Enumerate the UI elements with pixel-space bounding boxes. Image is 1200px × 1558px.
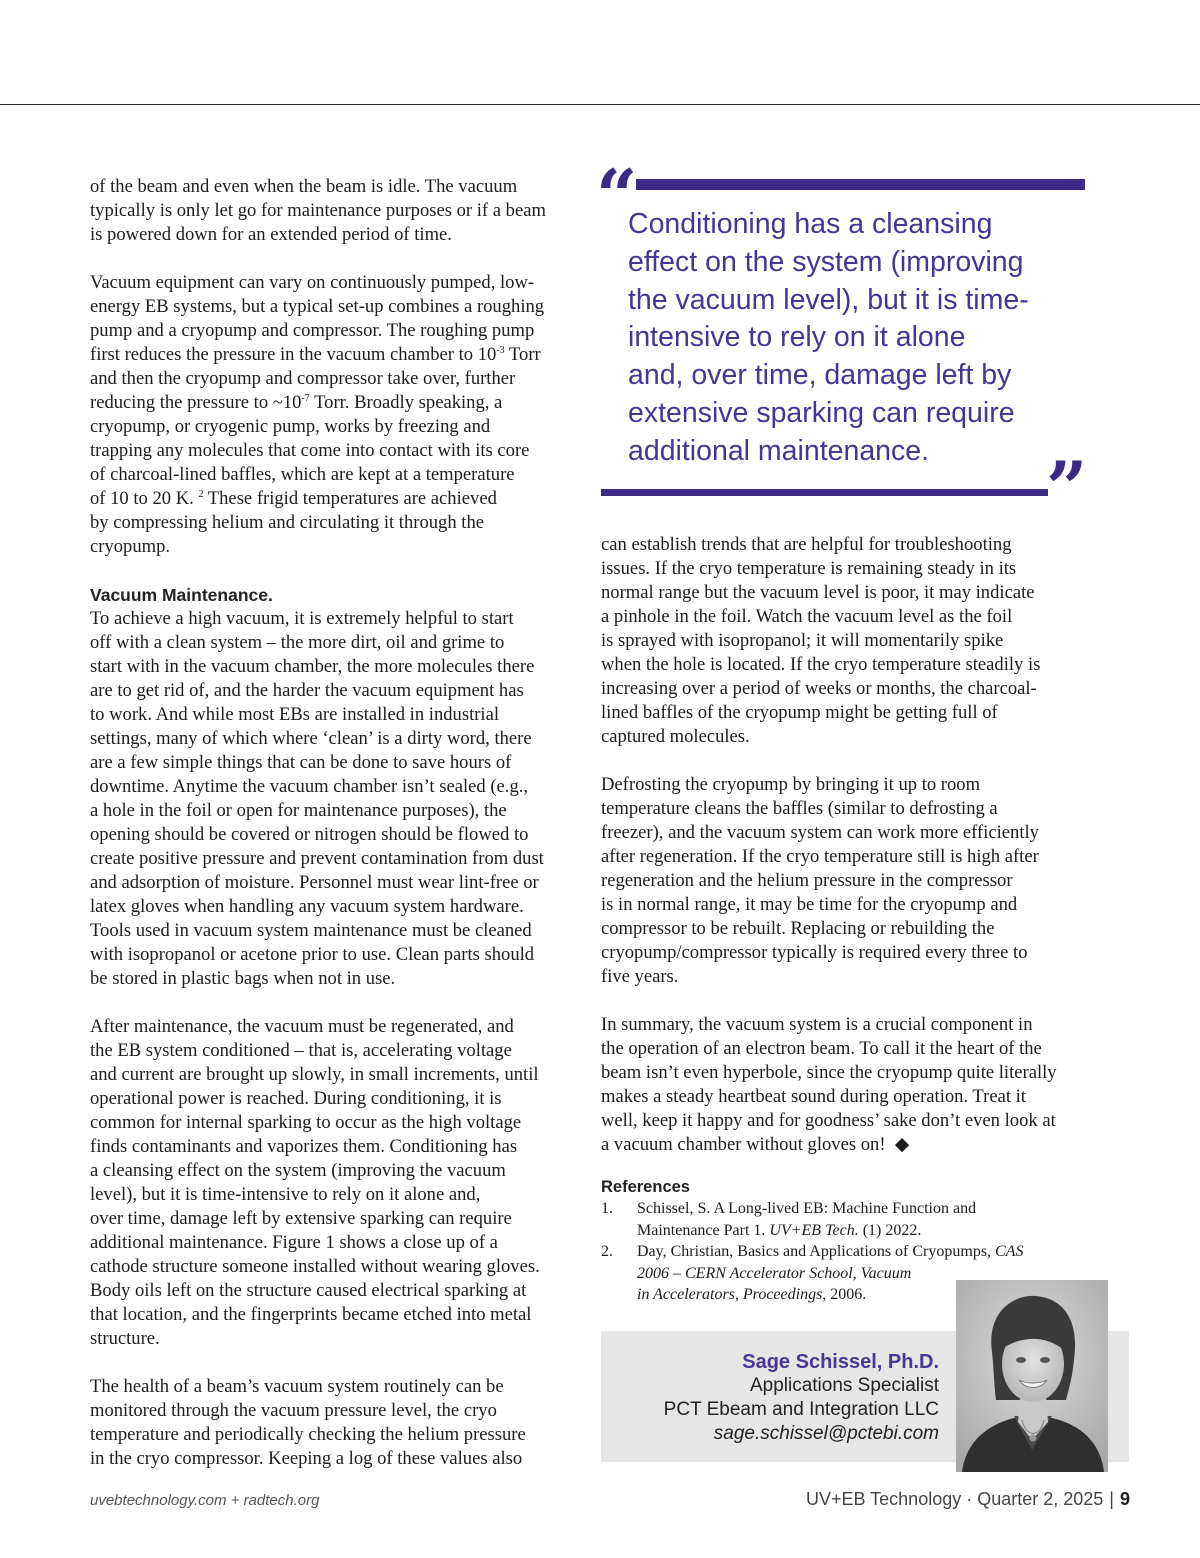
text-line: a pinhole in the foil. Watch the vacuum level as the foil — [601, 606, 1013, 627]
pull-quote-line: and, over time, damage left by — [628, 359, 1012, 392]
text-line: beam isn’t even hyperbole, since the cryopump quite literally — [601, 1062, 1057, 1083]
text-line: opening should be covered or nitrogen should be flowed to — [90, 824, 529, 845]
reference-line: 2006 – CERN Accelerator School, Vacuum — [637, 1264, 912, 1282]
text-line: typically is only let go for maintenance purposes or if a beam — [90, 200, 546, 221]
text-line: temperature cleans the baffles (similar to defrosting a — [601, 798, 998, 819]
text-run: (1) 2022. — [858, 1221, 922, 1239]
text-line: when the hole is located. If the cryo temperature steadily is — [601, 654, 1041, 675]
pull-quote-line: the vacuum level), but it is time- — [628, 283, 1029, 316]
text-line: freezer), and the vacuum system can work more efficiently — [601, 822, 1039, 843]
text-line: of charcoal-lined baffles, which are kept at a temperature — [90, 464, 515, 485]
text-line: normal range but the vacuum level is poor, it may indicate — [601, 582, 1035, 603]
text-line: create positive pressure and prevent contamination from dust — [90, 848, 544, 869]
text-line: operational power is reached. During conditioning, it is — [90, 1088, 502, 1109]
author-email[interactable]: sage.schissel@pctebi.com — [713, 1423, 939, 1444]
references-list — [601, 1198, 1024, 1306]
left-paragraph-1 — [90, 175, 580, 247]
left-paragraph-3 — [90, 607, 580, 991]
text-line: can establish trends that are helpful for troubleshooting — [601, 534, 1012, 555]
text-line: common for internal sparking to occur as the high voltage — [90, 1112, 522, 1133]
text-line — [90, 343, 580, 367]
left-paragraph-4 — [90, 1015, 580, 1351]
section-heading: Vacuum Maintenance. — [90, 585, 273, 605]
reference-line: Schissel, S. A Long-lived EB: Machine Function and — [637, 1200, 977, 1217]
text-line: and current are brought up slowly, in small increments, until — [90, 1064, 539, 1085]
reference-superscript: 2 — [198, 489, 204, 500]
text-line: the EB system conditioned – that is, accelerating voltage — [90, 1040, 512, 1061]
pull-quote-line: Conditioning has a cleansing — [628, 208, 993, 240]
text-run: Torr. Broadly speaking, a — [309, 392, 503, 413]
text-line: over time, damage left by extensive sparking can require — [90, 1208, 512, 1229]
text-line: captured molecules. — [601, 726, 750, 747]
text-line: and then the cryopump and compressor take over, further — [90, 368, 516, 389]
pull-quote-line: additional maintenance. — [628, 434, 930, 467]
text-line: well, keep it happy and for goodness’ sake don’t even look at — [601, 1110, 1056, 1131]
reference-number: 1. — [601, 1200, 613, 1217]
text-line: cryopump, or cryogenic pump, works by freezing and — [90, 416, 491, 437]
text-line: issues. If the cryo temperature is remaining steady in its — [601, 558, 1017, 579]
open-quote-icon: “ — [596, 153, 638, 238]
pull-quote-bottom-bar — [601, 489, 1048, 496]
left-paragraph-5 — [90, 1375, 580, 1471]
text-line: in the cryo compressor. Keeping a log of these values also — [90, 1448, 523, 1469]
references-heading: References — [601, 1178, 690, 1196]
text-run: reducing the pressure to ~10 — [90, 392, 302, 413]
text-line: the operation of an electron beam. To call it the heart of the — [601, 1038, 1042, 1059]
text-line — [90, 487, 580, 511]
text-run: of 10 to 20 K. — [90, 488, 199, 509]
text-line: that location, and the fingerprints became etched into metal — [90, 1304, 532, 1325]
journal-title: CAS — [995, 1243, 1024, 1260]
left-paragraph-2 — [90, 271, 580, 559]
text-line: with isopropanol or acetone prior to use. Clean parts should — [90, 944, 535, 965]
text-line: compressor to be rebuilt. Replacing or rebuilding the — [601, 918, 995, 939]
text-line: and adsorption of moisture. Personnel must wear lint-free or — [90, 872, 539, 893]
text-run: a vacuum chamber without gloves on! — [601, 1134, 886, 1155]
text-line: settings, many of which where ‘clean’ is a dirty word, there — [90, 728, 532, 749]
reference-line — [637, 1241, 1024, 1263]
text-line: after regeneration. If the cryo temperature still is high after — [601, 846, 1039, 867]
text-line: Body oils left on the structure caused electrical sparking at — [90, 1280, 527, 1301]
text-run: These frigid temperatures are achieved — [203, 488, 497, 509]
text-line: is sprayed with isopropanol; it will momentarily spike — [601, 630, 1004, 651]
author-info — [664, 1350, 939, 1446]
text-line: structure. — [90, 1328, 160, 1349]
footer-websites: uvebtechnology.com + radtech.org — [90, 1492, 320, 1509]
text-line: latex gloves when handling any vacuum system hardware. — [90, 896, 524, 917]
footer-publication — [806, 1489, 1130, 1510]
text-line: are a few simple things that can be done to save hours of — [90, 752, 512, 773]
superscript: -7 — [301, 393, 310, 404]
text-run: Day, Christian, Basics and Applications of Cryopumps, — [637, 1243, 996, 1260]
superscript: -3 — [496, 345, 505, 356]
text-line: of the beam and even when the beam is idle. The vacuum — [90, 176, 518, 197]
text-line: trapping any molecules that come into contact with its core — [90, 440, 530, 461]
author-title: Applications Specialist — [749, 1375, 939, 1396]
author-photo — [956, 1280, 1108, 1472]
right-column — [601, 533, 1091, 1181]
text-run: Torr — [504, 344, 541, 365]
text-line: energy EB systems, but a typical set-up combines a roughing — [90, 296, 545, 317]
text-line: makes a steady heartbeat sound during operation. Treat it — [601, 1086, 1026, 1107]
pull-quote-top-bar — [636, 179, 1085, 190]
text-line — [601, 1133, 1091, 1157]
text-line: be stored in plastic bags when not in use. — [90, 968, 396, 989]
pull-quote-line: intensive to rely on it alone — [628, 321, 966, 354]
right-paragraph-1 — [601, 533, 1091, 749]
header-rule — [0, 104, 1200, 105]
text-line: lined baffles of the cryopump might be getting full of — [601, 702, 998, 723]
text-line: are to get rid of, and the harder the vacuum equipment has — [90, 680, 524, 701]
text-line: cryopump. — [90, 536, 171, 557]
reference-line — [637, 1220, 961, 1242]
text-line: a hole in the foil or open for maintenance purposes), the — [90, 800, 507, 821]
reference-line — [637, 1284, 961, 1306]
text-line: Vacuum equipment can vary on continuously pumped, low- — [90, 272, 535, 293]
text-line: increasing over a period of weeks or months, the charcoal- — [601, 678, 1037, 699]
text-line: additional maintenance. Figure 1 shows a close up of a — [90, 1232, 498, 1253]
text-line: temperature and periodically checking the helium pressure — [90, 1424, 526, 1445]
text-line: monitored through the vacuum pressure level, the cryo — [90, 1400, 497, 1421]
right-paragraph-2 — [601, 773, 1091, 989]
reference-item — [601, 1198, 977, 1241]
reference-item — [601, 1241, 1024, 1306]
text-line: The health of a beam’s vacuum system routinely can be — [90, 1376, 504, 1397]
right-paragraph-3 — [601, 1013, 1091, 1157]
text-line — [90, 391, 580, 415]
text-line: finds contaminants and vaporizes them. Conditioning has — [90, 1136, 518, 1157]
text-line: pump and a cryopump and compressor. The roughing pump — [90, 320, 535, 341]
text-line: Tools used in vacuum system maintenance must be cleaned — [90, 920, 532, 941]
text-line: by compressing helium and circulating it through the — [90, 512, 485, 533]
author-name: Sage Schissel, Ph.D. — [742, 1351, 939, 1373]
text-line: To achieve a high vacuum, it is extremely helpful to start — [90, 608, 514, 629]
text-line: to work. And while most EBs are installed in industrial — [90, 704, 500, 725]
text-line: cryopump/compressor typically is required every three to — [601, 942, 1028, 963]
text-line: off with a clean system – the more dirt, oil and grime to — [90, 632, 505, 653]
footer-separator: | — [1109, 1489, 1114, 1509]
pull-quote-line: effect on the system (improving — [628, 245, 1024, 278]
journal-title: UV+EB Tech. — [769, 1221, 859, 1239]
page-number: 9 — [1119, 1489, 1130, 1509]
text-line: a cleansing effect on the system (improving the vacuum — [90, 1160, 506, 1181]
pull-quote — [628, 206, 1078, 471]
reference-number: 2. — [601, 1243, 613, 1260]
end-mark-icon: ◆ — [894, 1134, 910, 1155]
text-line: start with in the vacuum chamber, the more molecules there — [90, 656, 535, 677]
text-line: is in normal range, it may be time for the cryopump and — [601, 894, 1018, 915]
text-run: , 2006. — [822, 1286, 867, 1303]
text-line: downtime. Anytime the vacuum chamber isn’t sealed (e.g., — [90, 776, 529, 797]
publication-name: UV+EB Technology · Quarter 2, 2025 — [805, 1489, 1104, 1509]
text-run: first reduces the pressure in the vacuum chamber to 10 — [90, 344, 497, 365]
pull-quote-line: extensive sparking can require — [628, 396, 1015, 429]
text-line: regeneration and the helium pressure in the compressor — [601, 870, 1013, 891]
text-line: In summary, the vacuum system is a crucial component in — [601, 1014, 1033, 1035]
text-run: Maintenance Part 1. — [637, 1221, 770, 1239]
journal-title: in Accelerators, Proceedings — [637, 1286, 823, 1303]
text-line: cathode structure someone installed without wearing gloves. — [90, 1256, 540, 1277]
text-line: Defrosting the cryopump by bringing it up to room — [601, 774, 981, 795]
text-line: level), but it is time-intensive to rely on it alone and, — [90, 1184, 481, 1205]
left-column — [90, 175, 580, 1495]
close-quote-icon: ” — [1046, 445, 1088, 530]
text-line: is powered down for an extended period of time. — [90, 224, 452, 245]
text-line: After maintenance, the vacuum must be regenerated, and — [90, 1016, 514, 1037]
author-company: PCT Ebeam and Integration LLC — [663, 1399, 939, 1420]
text-line: five years. — [601, 966, 679, 987]
